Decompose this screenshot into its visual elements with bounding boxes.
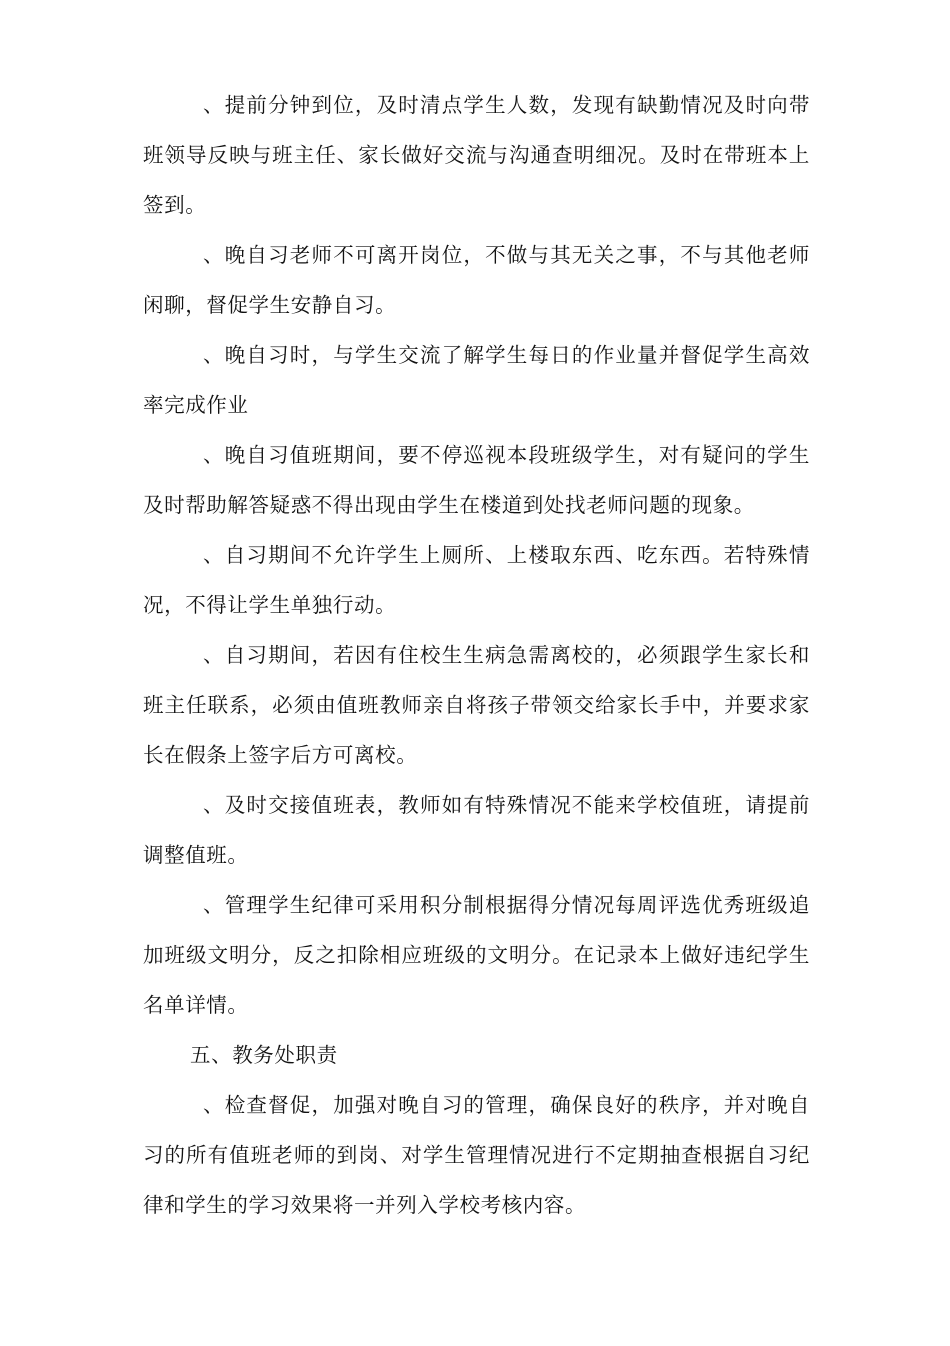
section-heading: 五、教务处职责 [190, 1043, 338, 1067]
paragraph-discipline-points: 、管理学生纪律可采用积分制根据得分情况每周评选优秀班级追加班级文明分，反之扣除相应班级的文明分。在记录本上做好违纪学生名单详情。 [143, 893, 810, 1017]
paragraph-stay-at-post: 、晚自习老师不可离开岗位，不做与其无关之事，不与其他老师闲聊，督促学生安静自习。 [143, 243, 810, 317]
paragraph-duty-handover: 、及时交接值班表，教师如有特殊情况不能来学校值班，请提前调整值班。 [143, 793, 810, 867]
paragraph-homework-communication: 、晚自习时，与学生交流了解学生每日的作业量并督促学生高效率完成作业 [143, 343, 810, 417]
paragraph-arrival-check: 、提前分钟到位，及时清点学生人数，发现有缺勤情况及时向带班领导反映与班主任、家长做好交流与沟通查明细况。及时在带班本上签到。 [143, 93, 810, 217]
paragraph-inspection: 、检查督促，加强对晚自习的管理，确保良好的秩序，并对晚自习的所有值班老师的到岗、对学生管理情况进行不定期抽查根据自习纪律和学生的学习效果将一并列入学校考核内容。 [143, 1093, 810, 1217]
paragraph-no-leaving: 、自习期间不允许学生上厕所、上楼取东西、吃东西。若特殊情况，不得让学生单独行动。 [143, 543, 810, 617]
paragraph-sick-student: 、自习期间，若因有住校生生病急需离校的，必须跟学生家长和班主任联系，必须由值班教师亲自将孩子带领交给家长手中，并要求家长在假条上签字后方可离校。 [143, 643, 810, 767]
paragraph-patrol-duty: 、晚自习值班期间，要不停巡视本段班级学生，对有疑问的学生及时帮助解答疑惑不得出现由学生在楼道到处找老师问题的现象。 [143, 443, 810, 517]
